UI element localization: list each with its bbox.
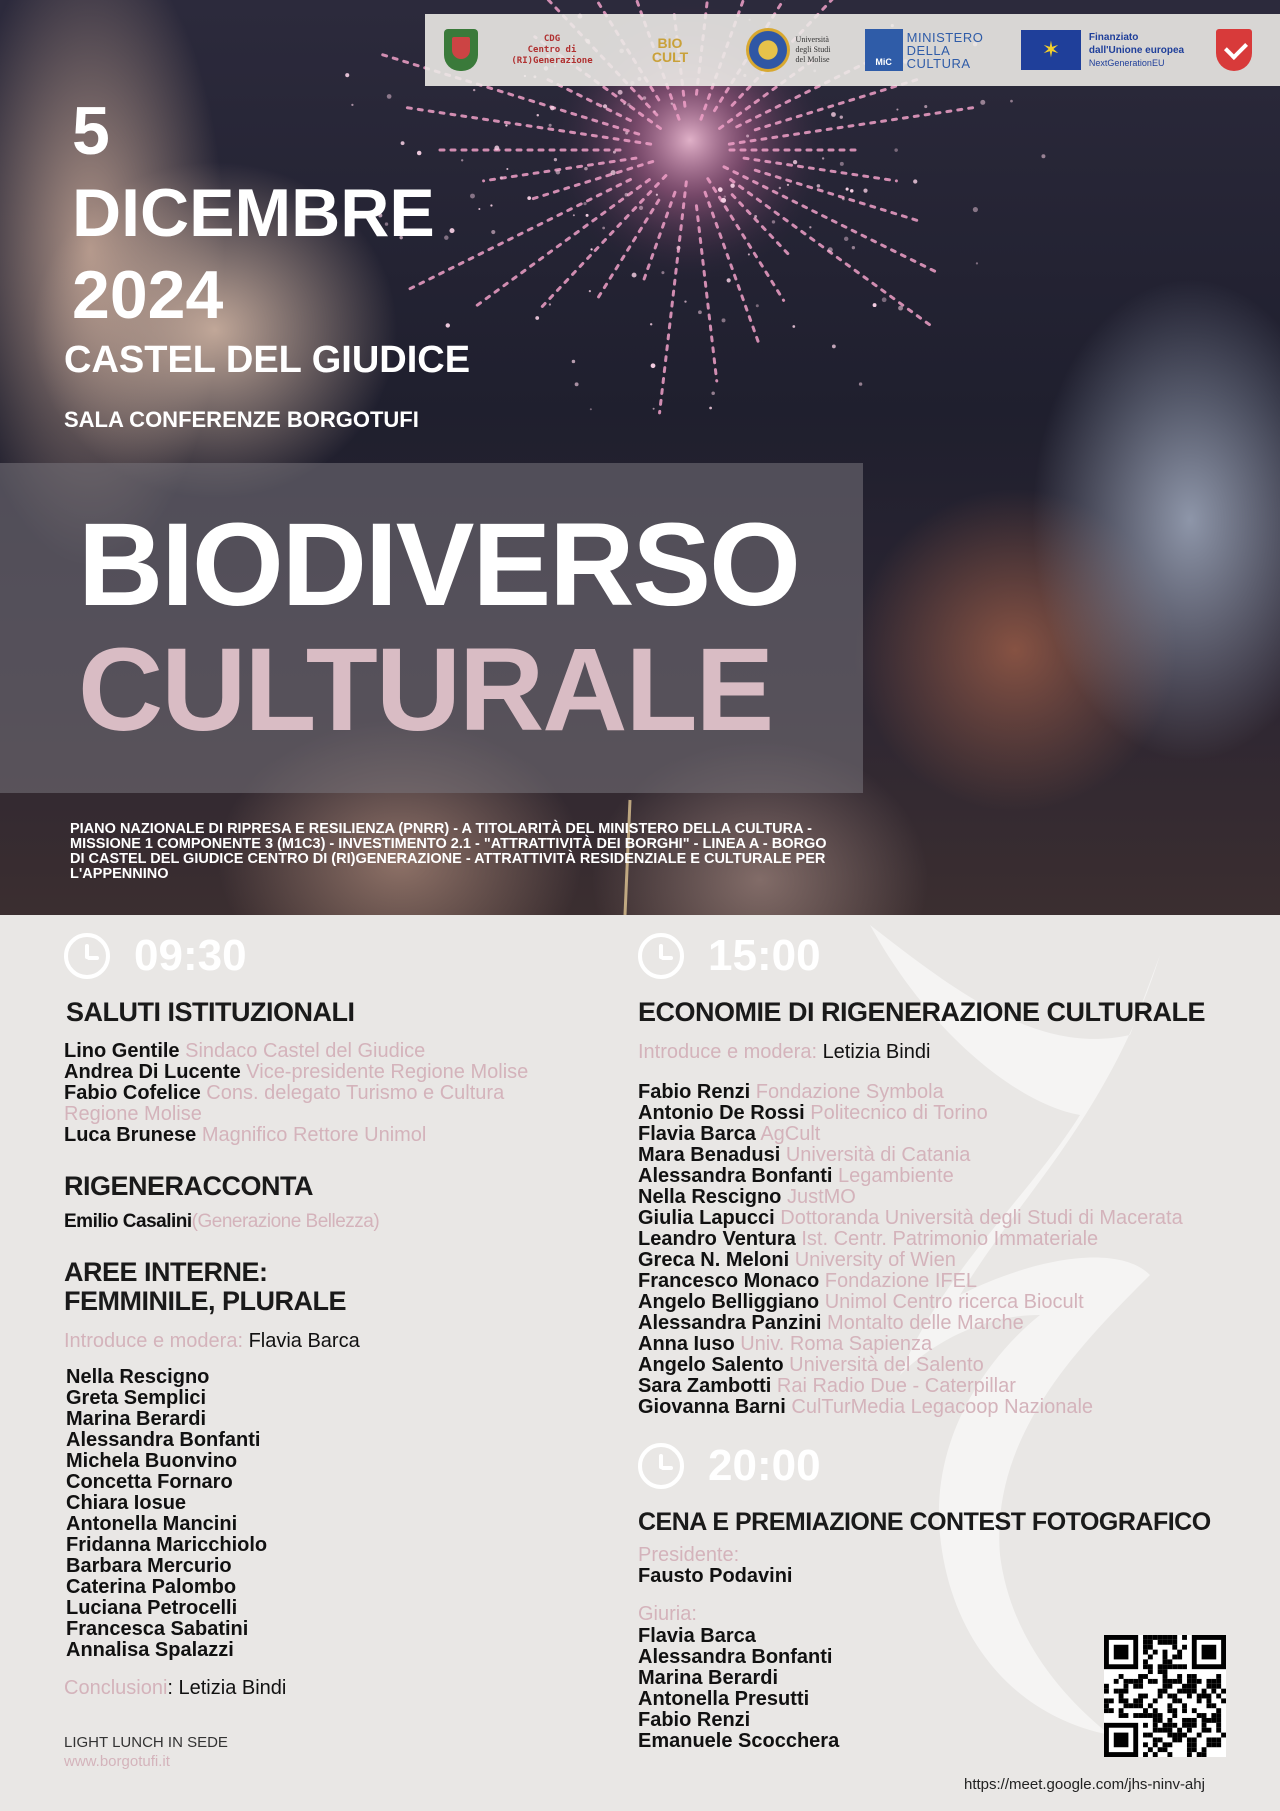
saluti-item xyxy=(64,1083,624,1104)
speaker-role: Università del Salento xyxy=(789,1354,984,1376)
conclusioni-label: Conclusioni xyxy=(64,1677,168,1699)
list-item xyxy=(66,1430,624,1451)
saluti-item xyxy=(64,1062,624,1083)
speaker-name: Angelo Salento xyxy=(638,1354,784,1376)
speaker-role: Sindaco Castel del Giudice xyxy=(185,1040,426,1062)
speaker-name: Giulia Lapucci xyxy=(638,1207,775,1229)
event-title-line1: BIODIVERSO xyxy=(78,499,799,631)
afternoon-people-list xyxy=(638,1082,1258,1418)
eu-funding-logo xyxy=(1005,24,1200,76)
afternoon-column xyxy=(638,932,1258,1752)
biocult-logo-line2: CULT xyxy=(651,49,689,65)
speaker-row xyxy=(638,1355,1258,1376)
speaker-row xyxy=(638,1082,1258,1103)
jury-colon: : xyxy=(691,1603,697,1625)
speaker-name: Andrea Di Lucente xyxy=(64,1061,241,1083)
speaker-role: Fondazione IFEL xyxy=(824,1270,978,1292)
speaker-row xyxy=(638,1166,1258,1187)
person-name: Michela Buonvino xyxy=(66,1450,238,1472)
meet-link[interactable]: https://meet.google.com/jhs-ninv-ahj xyxy=(964,1776,1205,1793)
pnrr-funding-text: PIANO NAZIONALE DI RIPRESA E RESILIENZA (PNRR) - A TITOLARITÀ DEL MINISTERO DELLA CULTURA - MISSIONE 1 COMPONENTE 3 (M1C3) - INVESTIMENTO 2.1 - "ATTRATTIVITÀ DEI BORGHI" - LINEA A - BORGO DI CASTEL DEL GIUDICE CENTRO DI (RI)GENERAZIONE - ATTRATTIVITÀ RESIDENZIALE E CULTURALE PER L'APPENNINO xyxy=(70,821,827,882)
speaker-name: Luca Brunese xyxy=(64,1124,197,1146)
conclusioni xyxy=(64,1677,624,1700)
person-name: Fridanna Maricchiolo xyxy=(66,1534,268,1556)
speaker-name: Leandro Ventura xyxy=(638,1228,796,1250)
biocult-logo xyxy=(621,24,719,76)
lunch-note: LIGHT LUNCH IN SEDE xyxy=(64,1734,228,1751)
clock-icon xyxy=(64,933,110,979)
speaker-name: Lino Gentile xyxy=(64,1040,180,1062)
speaker-role: CulTurMedia Legacoop Nazionale xyxy=(791,1396,1094,1418)
mic-badge: MiC xyxy=(865,29,903,71)
speaker-role: Magnifico Rettore Unimol xyxy=(201,1124,427,1146)
speaker-name: Fabio Renzi xyxy=(638,1081,751,1103)
qr-code[interactable] xyxy=(1104,1635,1226,1757)
list-item xyxy=(66,1640,624,1661)
list-item xyxy=(66,1598,624,1619)
person-name: Luciana Petrocelli xyxy=(66,1597,238,1619)
speaker-row xyxy=(638,1229,1258,1250)
person-name: Caterina Palombo xyxy=(66,1576,237,1598)
afternoon-moderator xyxy=(638,1041,1258,1064)
speaker-role: Dottoranda Università degli Studi di Macerata xyxy=(780,1207,1183,1229)
speaker-role: Montalto delle Marche xyxy=(826,1312,1024,1334)
event-date-year: 2024 xyxy=(72,257,224,333)
unimol-logo-line3: del Molise xyxy=(795,55,830,64)
list-item xyxy=(66,1451,624,1472)
person-name: Marina Berardi xyxy=(66,1408,207,1430)
mic-logo-line1: MINISTERO xyxy=(906,29,984,45)
saluti-item xyxy=(64,1041,624,1062)
moderator-label: Introduce e modera: xyxy=(64,1330,243,1352)
speaker-role: Regione Molise xyxy=(64,1103,202,1125)
speaker-name: Alessandra Panzini xyxy=(638,1312,822,1334)
ministero-cultura-logo xyxy=(857,24,991,76)
speaker-name: Sara Zambotti xyxy=(638,1375,772,1397)
speaker-role: AgCult xyxy=(760,1123,821,1145)
cdg-logo xyxy=(497,24,607,76)
list-item xyxy=(66,1577,624,1598)
mic-logo-line3: CULTURA xyxy=(906,55,971,71)
person-name: Concetta Fornaro xyxy=(66,1471,233,1493)
eu-logo-line2: dall'Unione europea xyxy=(1088,44,1185,56)
speaker-row xyxy=(638,1376,1258,1397)
speaker-role: Legambiente xyxy=(838,1165,954,1187)
clock-icon xyxy=(638,933,684,979)
moderator-name: Letizia Bindi xyxy=(822,1041,931,1063)
speaker-name: Fabio Cofelice xyxy=(64,1082,201,1104)
speaker-role: Ist. Centr. Patrimonio Immateriale xyxy=(801,1228,1099,1250)
event-date xyxy=(72,90,435,336)
speaker-role: Rai Radio Due - Caterpillar xyxy=(776,1375,1016,1397)
person-name: Fabio Renzi xyxy=(638,1709,751,1731)
speaker-row xyxy=(638,1208,1258,1229)
president-label: Presidente xyxy=(638,1544,734,1566)
eu-logo-line1: Finanziato xyxy=(1088,31,1139,43)
jury-president xyxy=(638,1545,1258,1587)
aree-people-list xyxy=(66,1367,624,1661)
list-item xyxy=(66,1619,624,1640)
person-name: Marina Berardi xyxy=(638,1667,779,1689)
president-name: Fausto Podavini xyxy=(638,1565,793,1587)
unimol-seal-icon xyxy=(746,28,790,72)
speaker-name: Angelo Belliggiano xyxy=(638,1291,820,1313)
jury-label: Giuria xyxy=(638,1603,692,1625)
clock-icon xyxy=(638,1443,684,1489)
unimol-logo-line1: Università xyxy=(795,35,829,44)
saluti-item xyxy=(64,1104,624,1125)
cdg-logo-line1: CDG xyxy=(543,33,561,44)
speaker-row xyxy=(638,1187,1258,1208)
person-name: Barbara Mercurio xyxy=(66,1555,232,1577)
person-name: Annalisa Spalazzi xyxy=(66,1639,234,1661)
event-date-month: DICEMBRE xyxy=(72,175,435,251)
list-item xyxy=(66,1493,624,1514)
speaker-role: Cons. delegato Turismo e Cultura xyxy=(206,1082,505,1104)
saluti-list xyxy=(64,1041,624,1146)
person-name: Greta Semplici xyxy=(66,1387,207,1409)
biocult-logo-line1: BIO xyxy=(657,35,683,51)
moderator-label: Introduce e modera: xyxy=(638,1041,817,1063)
speaker-row xyxy=(638,1334,1258,1355)
list-item xyxy=(66,1472,624,1493)
speaker-name: Anna Iuso xyxy=(638,1333,735,1355)
speaker-name: Mara Benadusi xyxy=(638,1144,781,1166)
list-item xyxy=(66,1535,624,1556)
president-colon: : xyxy=(733,1544,740,1566)
speaker-row xyxy=(638,1250,1258,1271)
speaker-name: Francesco Monaco xyxy=(638,1270,820,1292)
person-name: Nella Rescigno xyxy=(66,1366,210,1388)
person-name: Alessandra Bonfanti xyxy=(638,1646,833,1668)
aree-moderator xyxy=(64,1330,624,1353)
cdg-logo-line3: (RI)Generazione xyxy=(511,55,593,66)
list-item xyxy=(66,1556,624,1577)
afternoon-title: ECONOMIE DI RIGENERAZIONE CULTURALE xyxy=(638,997,1206,1027)
speaker-name: Flavia Barca xyxy=(638,1123,756,1145)
speaker-role: JustMO xyxy=(786,1186,856,1208)
aree-title-line2: FEMMINILE, PLURALE xyxy=(64,1286,346,1316)
speaker-row xyxy=(638,1103,1258,1124)
evening-time: 20:00 xyxy=(708,1441,821,1490)
aree-title xyxy=(64,1258,624,1316)
list-item xyxy=(66,1388,624,1409)
website-link[interactable]: www.borgotufi.it xyxy=(64,1753,170,1770)
jury-label-row xyxy=(638,1603,1258,1626)
speaker-name: Greca N. Meloni xyxy=(638,1249,790,1271)
aree-title-line1: AREE INTERNE: xyxy=(64,1257,268,1287)
event-venue: SALA CONFERENZE BORGOTUFI xyxy=(64,407,419,432)
cdg-logo-line2: Centro di xyxy=(527,44,577,55)
event-date-day: 5 xyxy=(72,93,110,169)
afternoon-time: 15:00 xyxy=(708,931,821,980)
person-name: Alessandra Bonfanti xyxy=(66,1429,261,1451)
list-item xyxy=(66,1409,624,1430)
rigeneracconta-title: RIGENERACCONTA xyxy=(64,1171,313,1201)
event-title-line2: CULTURALE xyxy=(78,624,773,756)
morning-column xyxy=(64,932,624,1770)
saluti-title: SALUTI ISTITUZIONALI xyxy=(66,997,355,1027)
speaker-role: Unimol Centro ricerca Biocult xyxy=(824,1291,1084,1313)
list-item xyxy=(66,1514,624,1535)
evening-title: CENA E PREMIAZIONE CONTEST FOTOGRAFICO xyxy=(638,1508,1211,1536)
speaker-row xyxy=(638,1313,1258,1334)
speaker-role: Politecnico di Torino xyxy=(810,1102,988,1124)
comune-crest-logo xyxy=(439,24,483,76)
speaker-row xyxy=(638,1271,1258,1292)
rigeneracconta-speaker xyxy=(64,1211,624,1232)
moderator-name: Flavia Barca xyxy=(248,1330,360,1352)
speaker-name: Giovanna Barni xyxy=(638,1396,786,1418)
person-name: Flavia Barca xyxy=(638,1625,756,1647)
list-item xyxy=(66,1367,624,1388)
speaker-role: Fondazione Symbola xyxy=(755,1081,944,1103)
speaker-role: Univ. Roma Sapienza xyxy=(740,1333,933,1355)
speaker-role: Università di Catania xyxy=(785,1144,971,1166)
person-name: Francesca Sabatini xyxy=(66,1618,249,1640)
event-place: CASTEL DEL GIUDICE xyxy=(64,339,471,381)
speaker-row xyxy=(638,1124,1258,1145)
person-name: Chiara Iosue xyxy=(66,1492,187,1514)
unimol-logo xyxy=(733,24,843,76)
speaker-name: Alessandra Bonfanti xyxy=(638,1165,833,1187)
saluti-item xyxy=(64,1125,624,1146)
morning-time: 09:30 xyxy=(134,931,247,980)
speaker-name: Antonio De Rossi xyxy=(638,1102,805,1124)
mic-logo-line2: DELLA xyxy=(906,42,951,58)
eu-logo-line3: NextGenerationEU xyxy=(1088,57,1165,68)
person-name: Emanuele Scocchera xyxy=(638,1730,840,1752)
speaker-name: Emilio Casalini xyxy=(64,1211,192,1232)
speaker-role: University of Wien xyxy=(794,1249,956,1271)
italia-domani-shield-logo xyxy=(1214,24,1254,76)
conclusioni-name: : Letizia Bindi xyxy=(167,1677,287,1699)
unimol-logo-line2: degli Studi xyxy=(795,45,831,54)
eu-flag-icon: ✶ xyxy=(1021,30,1081,70)
partner-logos-bar xyxy=(425,14,1280,86)
speaker-row xyxy=(638,1145,1258,1166)
speaker-name: Nella Rescigno xyxy=(638,1186,782,1208)
speaker-row xyxy=(638,1397,1258,1418)
speaker-row xyxy=(638,1292,1258,1313)
speaker-role: Vice-presidente Regione Molise xyxy=(246,1061,529,1083)
person-name: Antonella Presutti xyxy=(638,1688,810,1710)
person-name: Antonella Mancini xyxy=(66,1513,238,1535)
speaker-role: (Generazione Bellezza) xyxy=(191,1211,380,1232)
